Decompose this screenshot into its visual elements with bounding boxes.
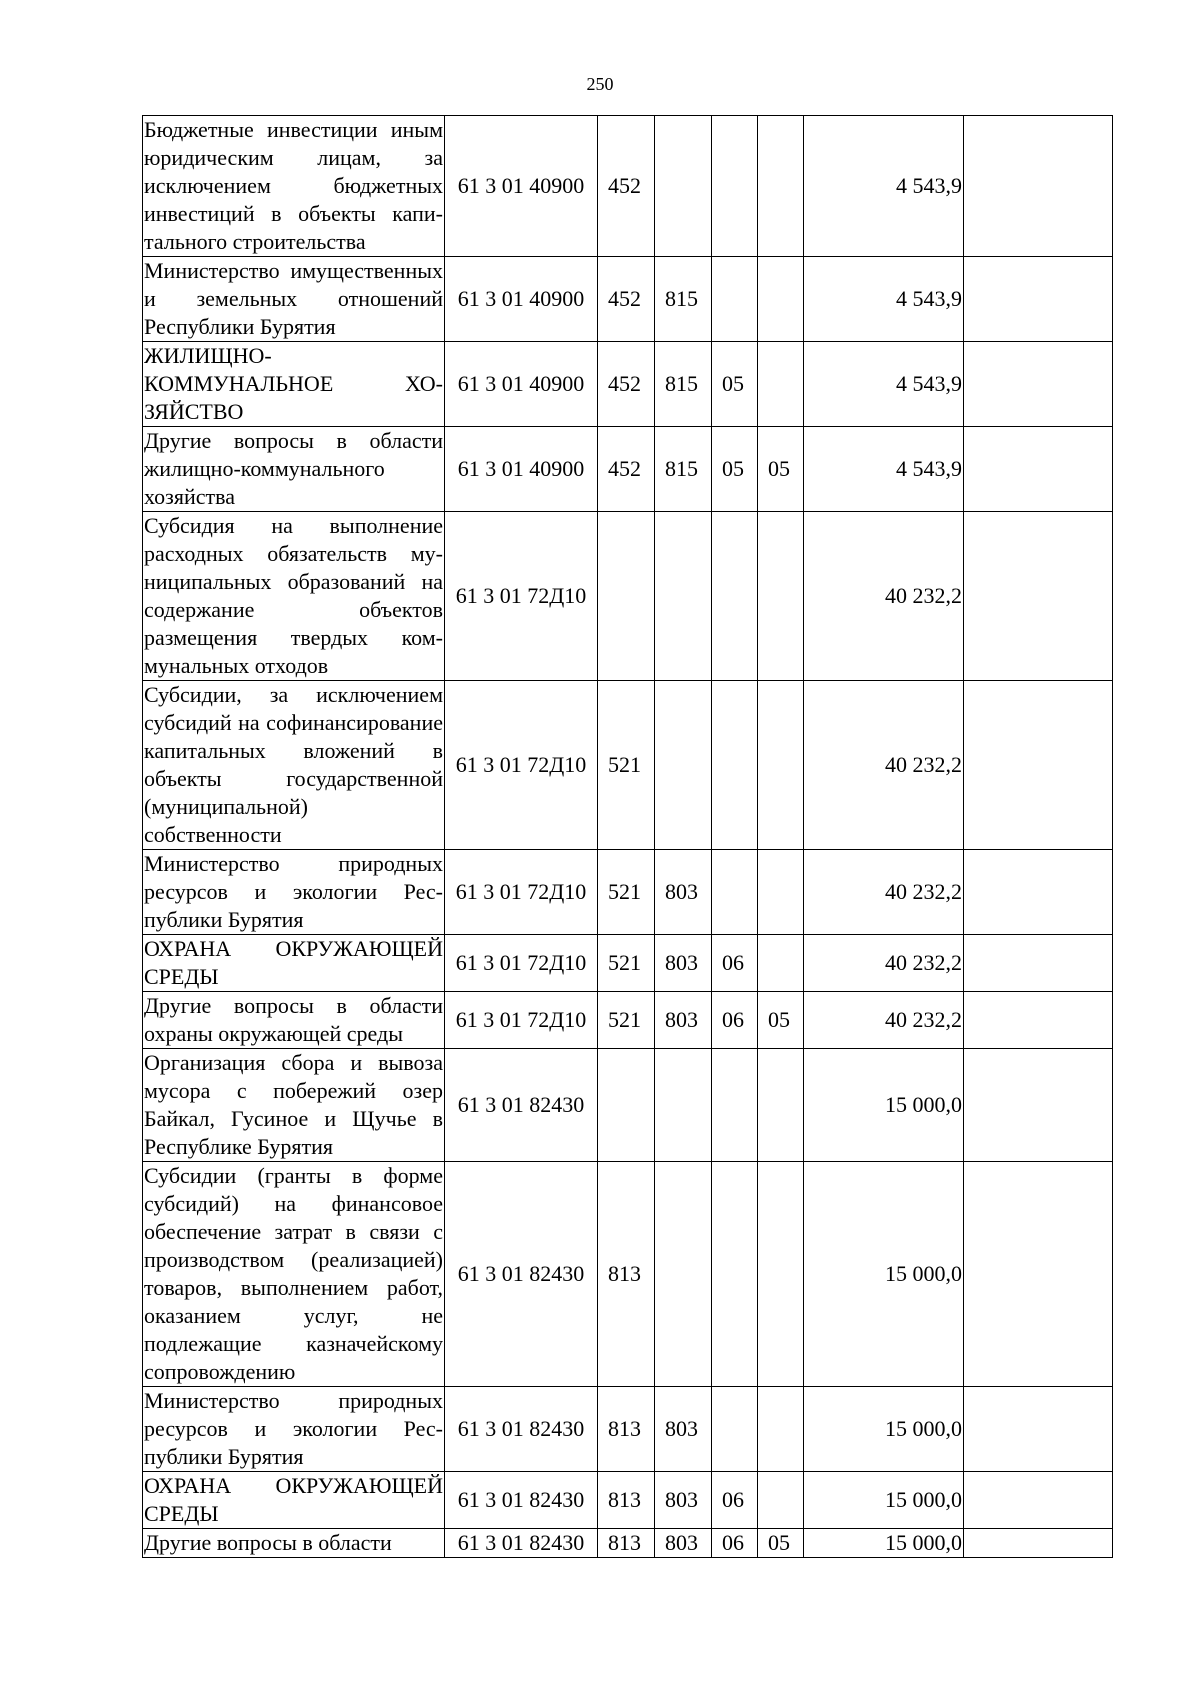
empty-cell: [964, 257, 1113, 342]
empty-cell: [964, 1387, 1113, 1472]
section-code: 06: [712, 1472, 758, 1529]
row-name: Бюджетные инвестиции иным юридическим лицам, за исключением бюджетных инвестиций в объекты капитального строительства: [143, 116, 445, 257]
subsection-code: [758, 1472, 804, 1529]
expense-type-code: 521: [598, 681, 655, 850]
ministry-code: 803: [655, 1529, 712, 1558]
ministry-code: [655, 1049, 712, 1162]
row-name: ОХРАНА ОКРУЖАЮЩЕЙ СРЕДЫ: [143, 1472, 445, 1529]
subsection-code: [758, 935, 804, 992]
row-name: Организация сбора и вывоза мусора с побережий озер Байкал, Гусиное и Щучье в Республике Бурятия: [143, 1049, 445, 1162]
target-article-code: 61 3 01 72Д10: [445, 512, 598, 681]
empty-cell: [964, 1529, 1113, 1558]
section-code: [712, 512, 758, 681]
ministry-code: [655, 116, 712, 257]
table-row: [143, 935, 1113, 992]
ministry-code: 803: [655, 850, 712, 935]
row-name: Субсидии (гранты в форме субсидий) на финансовое обеспечение затрат в связи с производством (реализацией) товаров, выполнением работ, оказанием услуг, не подлежащие казначейскому сопровождению: [143, 1162, 445, 1387]
ministry-code: 803: [655, 1387, 712, 1472]
table-row: [143, 257, 1113, 342]
expense-type-code: 521: [598, 992, 655, 1049]
amount: 40 232,2: [804, 850, 964, 935]
row-name: Министерство природных ресурсов и экологии Республики Бурятия: [143, 1387, 445, 1472]
target-article-code: 61 3 01 82430: [445, 1049, 598, 1162]
section-code: [712, 1049, 758, 1162]
subsection-code: [758, 512, 804, 681]
section-code: [712, 257, 758, 342]
section-code: [712, 1162, 758, 1387]
subsection-code: [758, 1049, 804, 1162]
section-code: [712, 850, 758, 935]
ministry-code: [655, 512, 712, 681]
expense-type-code: 452: [598, 116, 655, 257]
target-article-code: 61 3 01 40900: [445, 342, 598, 427]
expense-type-code: [598, 1049, 655, 1162]
ministry-code: 803: [655, 992, 712, 1049]
ministry-code: [655, 1162, 712, 1387]
empty-cell: [964, 1049, 1113, 1162]
expense-type-code: 452: [598, 427, 655, 512]
table-row: [143, 512, 1113, 681]
subsection-code: [758, 850, 804, 935]
empty-cell: [964, 681, 1113, 850]
target-article-code: 61 3 01 40900: [445, 116, 598, 257]
target-article-code: 61 3 01 82430: [445, 1387, 598, 1472]
subsection-code: [758, 116, 804, 257]
row-name: Другие вопросы в области: [143, 1529, 445, 1558]
section-code: 06: [712, 1529, 758, 1558]
ministry-code: [655, 681, 712, 850]
empty-cell: [964, 512, 1113, 681]
expense-type-code: 452: [598, 342, 655, 427]
table-row: [143, 1387, 1113, 1472]
subsection-code: 05: [758, 1529, 804, 1558]
table-row: [143, 116, 1113, 257]
empty-cell: [964, 116, 1113, 257]
section-code: 06: [712, 992, 758, 1049]
subsection-code: [758, 1162, 804, 1387]
table-row: [143, 992, 1113, 1049]
expense-type-code: [598, 512, 655, 681]
table-row: [143, 427, 1113, 512]
subsection-code: [758, 257, 804, 342]
amount: 4 543,9: [804, 257, 964, 342]
amount: 15 000,0: [804, 1049, 964, 1162]
section-code: [712, 681, 758, 850]
table-row: [143, 1162, 1113, 1387]
subsection-code: [758, 1387, 804, 1472]
table-row: [143, 342, 1113, 427]
amount: 40 232,2: [804, 992, 964, 1049]
empty-cell: [964, 427, 1113, 512]
target-article-code: 61 3 01 72Д10: [445, 681, 598, 850]
row-name: Министерство природных ресурсов и экологии Республики Бурятия: [143, 850, 445, 935]
section-code: 05: [712, 427, 758, 512]
empty-cell: [964, 342, 1113, 427]
row-name: ОХРАНА ОКРУЖАЮЩЕЙ СРЕДЫ: [143, 935, 445, 992]
section-code: [712, 1387, 758, 1472]
amount: 4 543,9: [804, 427, 964, 512]
table-row: [143, 1472, 1113, 1529]
target-article-code: 61 3 01 82430: [445, 1472, 598, 1529]
expense-type-code: 521: [598, 935, 655, 992]
amount: 15 000,0: [804, 1529, 964, 1558]
subsection-code: [758, 342, 804, 427]
section-code: 06: [712, 935, 758, 992]
amount: 40 232,2: [804, 512, 964, 681]
target-article-code: 61 3 01 72Д10: [445, 992, 598, 1049]
table-row: [143, 1529, 1113, 1558]
ministry-code: 815: [655, 427, 712, 512]
target-article-code: 61 3 01 72Д10: [445, 935, 598, 992]
amount: 15 000,0: [804, 1472, 964, 1529]
ministry-code: 803: [655, 935, 712, 992]
target-article-code: 61 3 01 72Д10: [445, 850, 598, 935]
section-code: 05: [712, 342, 758, 427]
amount: 40 232,2: [804, 681, 964, 850]
target-article-code: 61 3 01 40900: [445, 257, 598, 342]
expense-type-code: 813: [598, 1387, 655, 1472]
section-code: [712, 116, 758, 257]
empty-cell: [964, 850, 1113, 935]
page-number: 250: [586, 74, 614, 94]
row-name: Министерство имущественных и земельных отношений Республики Бурятия: [143, 257, 445, 342]
table-row: [143, 1049, 1113, 1162]
table-row: [143, 850, 1113, 935]
expense-type-code: 813: [598, 1472, 655, 1529]
subsection-code: 05: [758, 427, 804, 512]
row-name: Субсидии, за исключением субсидий на софинансирование капитальных вложений в объекты государственной (муниципальной) собственности: [143, 681, 445, 850]
expense-type-code: 521: [598, 850, 655, 935]
table-row: [143, 681, 1113, 850]
row-name: Другие вопросы в области жилищно-коммунального хозяйства: [143, 427, 445, 512]
expense-type-code: 813: [598, 1162, 655, 1387]
expense-type-code: 452: [598, 257, 655, 342]
row-name: Другие вопросы в области охраны окружающей среды: [143, 992, 445, 1049]
amount: 15 000,0: [804, 1387, 964, 1472]
expense-type-code: 813: [598, 1529, 655, 1558]
empty-cell: [964, 935, 1113, 992]
empty-cell: [964, 1472, 1113, 1529]
ministry-code: 803: [655, 1472, 712, 1529]
row-name: ЖИЛИЩНО-КОММУНАЛЬНОЕ ХОЗЯЙСТВО: [143, 342, 445, 427]
target-article-code: 61 3 01 82430: [445, 1529, 598, 1558]
empty-cell: [964, 992, 1113, 1049]
amount: 4 543,9: [804, 342, 964, 427]
ministry-code: 815: [655, 342, 712, 427]
amount: 40 232,2: [804, 935, 964, 992]
target-article-code: 61 3 01 40900: [445, 427, 598, 512]
subsection-code: 05: [758, 992, 804, 1049]
amount: 15 000,0: [804, 1162, 964, 1387]
ministry-code: 815: [655, 257, 712, 342]
budget-table: [142, 115, 1113, 1558]
subsection-code: [758, 681, 804, 850]
empty-cell: [964, 1162, 1113, 1387]
row-name: Субсидия на выполнение расходных обязательств муниципальных образований на содержание объектов размещения твердых коммунальных отходов: [143, 512, 445, 681]
target-article-code: 61 3 01 82430: [445, 1162, 598, 1387]
amount: 4 543,9: [804, 116, 964, 257]
